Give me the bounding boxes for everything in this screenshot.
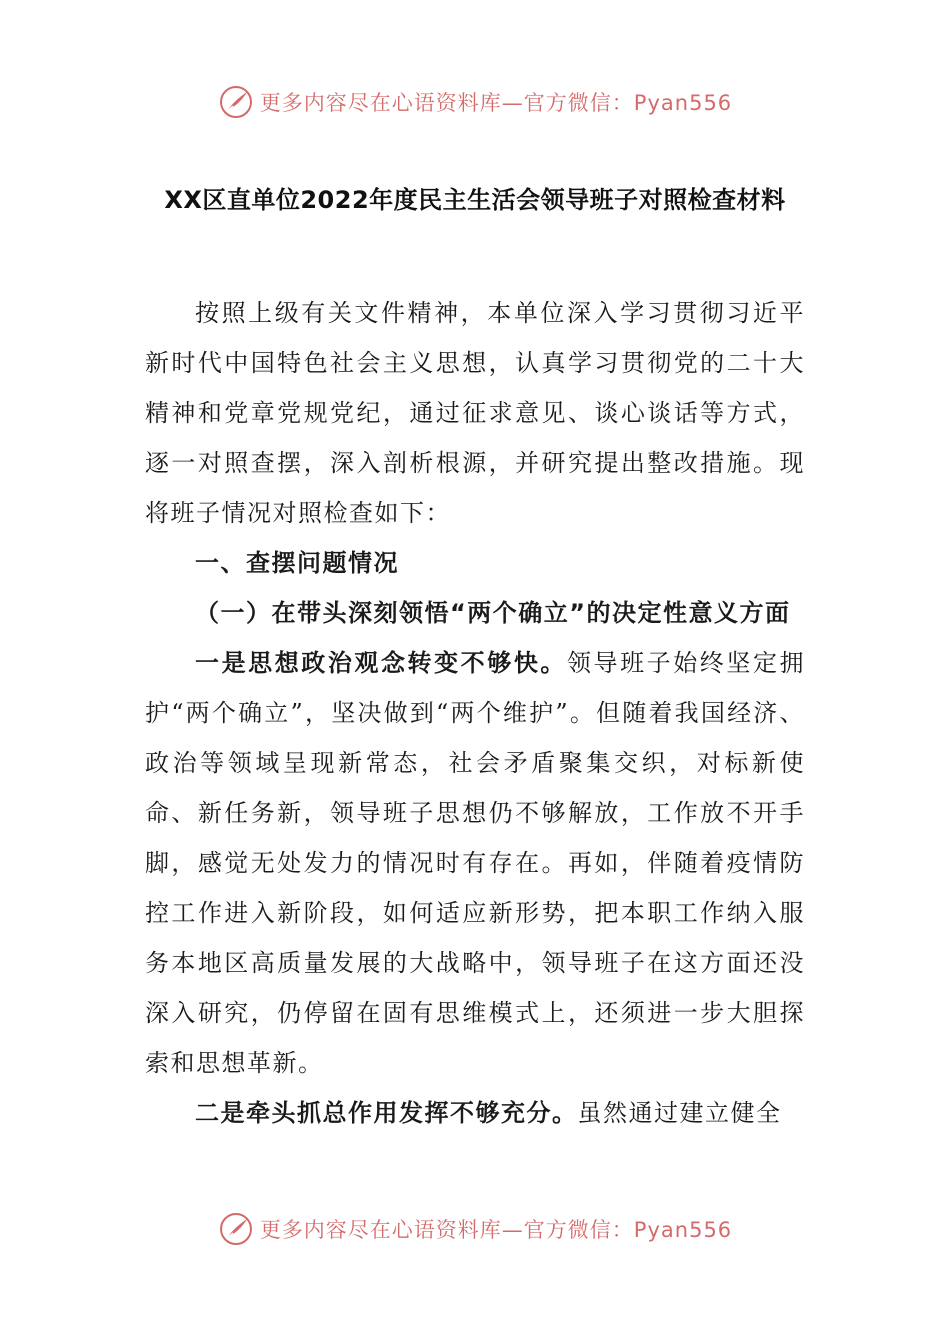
quill-pen-icon [218,84,254,120]
body-paragraph-1 [145,638,805,1088]
watermark-text: 更多内容尽在心语资料库—官方微信：Pyan556 [259,1218,733,1242]
body-paragraph-2 [145,1088,805,1138]
footer-watermark [0,1211,950,1247]
quill-pen-icon [218,1211,254,1247]
document-body [145,288,805,1138]
section-heading: 一、查摆问题情况 [195,549,399,577]
paragraph-body: 虽然通过建立健全 [577,1099,782,1127]
document-title: XX区直单位2022年度民主生活会领导班子对照检查材料 [164,186,786,214]
paragraph-body: 领导班子始终坚定拥护“两个确立”，坚决做到“两个维护”。但随着我国经济、政治等领域呈现新常态，社会矛盾聚集交织，对标新使命、新任务新，领导班子思想仍不够解放，工作放不开手脚，感觉无处发力的情况时有存在。再如，伴随着疫情防控工作进入新阶段，如何适应新形势，把本职工作纳入服务本地区高质量发展的大战略中，领导班子在这方面还没深入研究，仍停留在固有思维模式上，还须进一步大胆探索和思想革新。 [145,649,806,1077]
paragraph-lead: 一是思想政治观念转变不够快。 [195,649,567,677]
subsection-heading: （一）在带头深刻领悟“两个确立”的决定性意义方面 [195,599,791,627]
intro-paragraph: 按照上级有关文件精神，本单位深入学习贯彻习近平新时代中国特色社会主义思想，认真学习贯彻党的二十大精神和党章党规党纪，通过征求意见、谈心谈话等方式，逐一对照查摆，深入剖析根源，并研究提出整改措施。现将班子情况对照检查如下： [145,299,805,527]
header-watermark [0,84,950,120]
paragraph-lead: 二是牵头抓总作用发挥不够充分。 [195,1099,578,1127]
watermark-text: 更多内容尽在心语资料库—官方微信：Pyan556 [259,91,733,115]
